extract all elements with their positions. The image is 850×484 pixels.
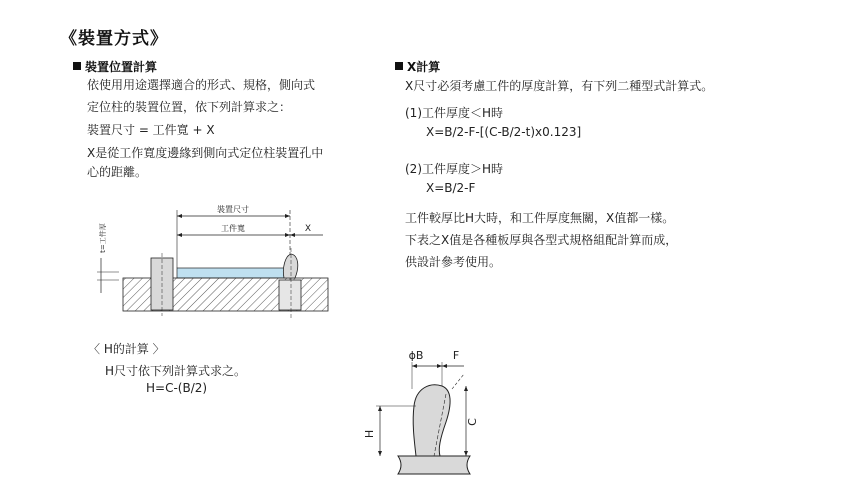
case1-label: (1)工件厚度＜H時	[405, 106, 504, 120]
C-label: C	[466, 418, 479, 426]
h-calc-line1: H尺寸依下列計算式求之。	[105, 364, 247, 378]
x-note-line3: 供設計參考使用。	[405, 255, 502, 269]
case2-label: (2)工件厚度＞H時	[405, 162, 504, 176]
right-pin-head	[283, 254, 297, 278]
H-label: H	[363, 429, 376, 439]
workpiece	[177, 268, 287, 278]
right-pin-hole	[279, 280, 301, 310]
work-width-label: 工件寬	[221, 224, 245, 233]
case1-formula: X=B/2-F-[(C-B/2-t)x0.123]	[426, 125, 582, 139]
install-desc-line2: 定位柱的裝置位置，依下列計算求之：	[87, 100, 292, 114]
x-note-line1: X是從工作寬度邊緣到側向式定位柱裝置孔中	[87, 146, 324, 160]
h-calc-heading: 〈 H的計算 〉	[88, 342, 165, 356]
install-formula: 裝置尺寸 = 工件寬 + X	[87, 123, 215, 137]
case2-formula: X=B/2-F	[426, 181, 476, 195]
pin-profile	[413, 385, 450, 456]
install-diagram	[95, 198, 340, 323]
bullet-square-icon	[73, 62, 81, 70]
install-position-heading-text: 裝置位置計算	[85, 60, 158, 74]
x-calc-intro: X尺寸必須考慮工件的厚度計算，有下列二種型式計算式。	[405, 79, 714, 93]
x-note-line1: 工件較厚比H大時，和工件厚度無關，X值都一樣。	[405, 211, 675, 225]
phiB-label: ϕB	[408, 349, 424, 362]
bullet-square-icon	[395, 62, 403, 70]
install-size-label: 裝置尺寸	[217, 205, 249, 214]
x-calc-heading-text: X計算	[407, 60, 441, 74]
F-label: F	[452, 349, 460, 362]
x-note-line2: 下表之X值是各種板厚與各型式規格組配計算而成，	[405, 233, 678, 247]
x-calc-heading	[395, 58, 440, 75]
pin-profile-diagram	[360, 344, 480, 480]
page-title: 《裝置方式》	[60, 29, 168, 49]
x-dimension-label: X	[304, 224, 312, 234]
x-note-line2: 心的距離。	[87, 165, 148, 179]
pin-base	[398, 456, 470, 474]
install-desc-line1: 依使用用途選擇適合的形式、規格，側向式	[87, 78, 316, 92]
h-calc-formula: H=C-(B/2)	[146, 381, 208, 395]
thickness-label: t=工件厚	[99, 223, 107, 253]
install-position-heading	[73, 58, 157, 75]
